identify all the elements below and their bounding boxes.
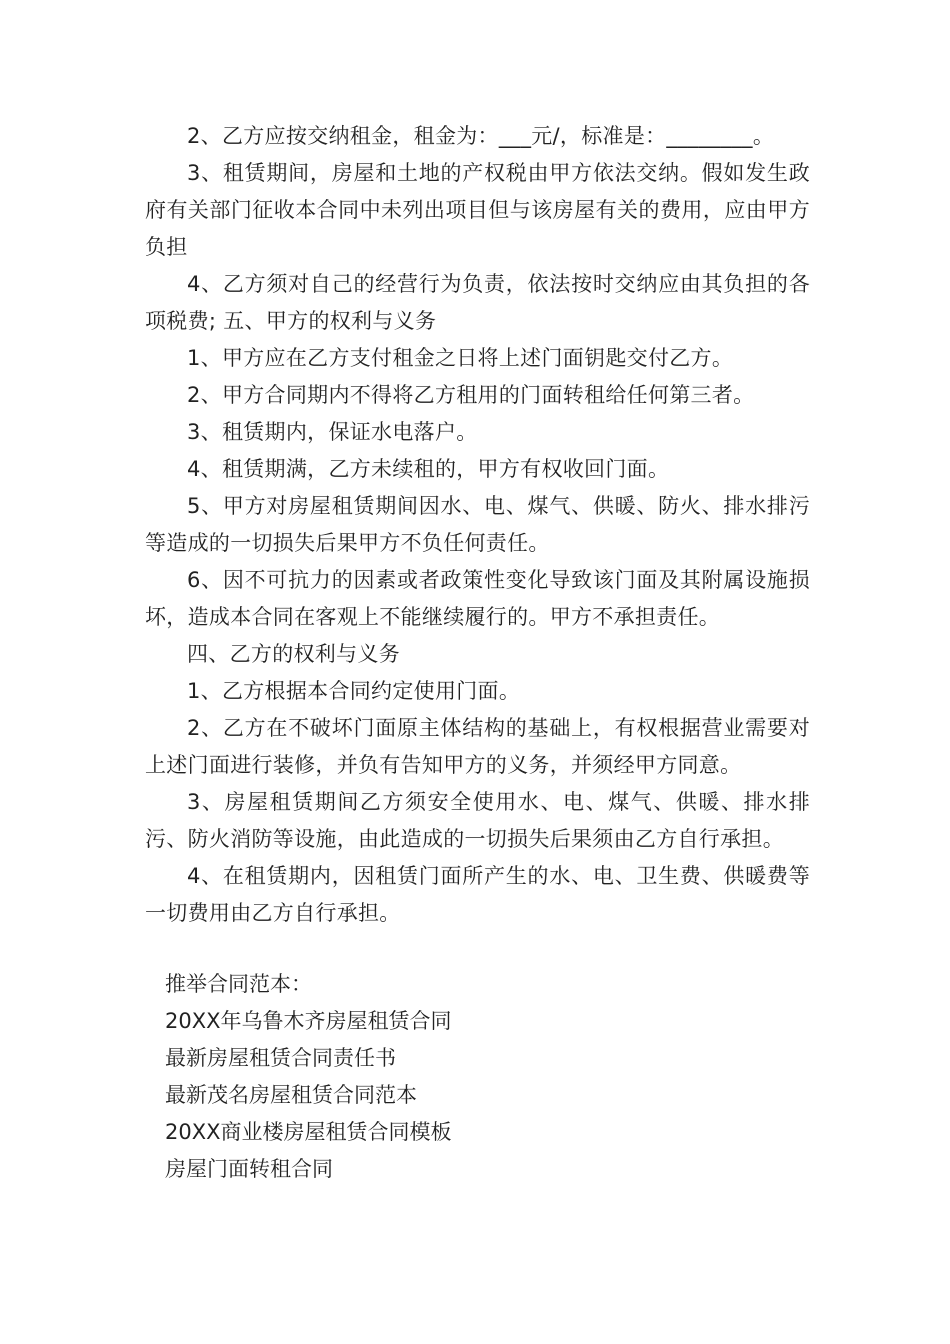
- clause-paragraph: 2、乙方应按交纳租金，租金为：___元/，标准是：________。: [187, 124, 775, 148]
- clause-paragraph: 6、因不可抗力的因素或者政策性变化导致该门面及其附属设施损坏，造成本合同在客观上不能继续履行的。甲方不承担责任。: [145, 568, 810, 629]
- clause-paragraph: 3、租赁期间，房屋和土地的产权税由甲方依法交纳。假如发生政府有关部门征收本合同中未列出项目但与该房屋有关的费用，应由甲方负担: [145, 161, 810, 259]
- clause-paragraph: 2、甲方合同期内不得将乙方租用的门面转租给任何第三者。: [187, 383, 755, 407]
- recommended-link[interactable]: 房屋门面转租合同: [165, 1157, 333, 1181]
- clause-paragraph: 2、乙方在不破坏门面原主体结构的基础上，有权根据营业需要对上述门面进行装修，并负有告知甲方的义务，并须经甲方同意。: [145, 716, 810, 777]
- recommended-templates: [165, 966, 452, 1188]
- clause-paragraph: 5、甲方对房屋租赁期间因水、电、煤气、供暖、防火、排水排污等造成的一切损失后果甲方不负任何责任。: [145, 494, 810, 555]
- contract-body: [145, 118, 810, 932]
- clause-paragraph: 4、乙方须对自己的经营行为负责，依法按时交纳应由其负担的各项税费; 五、甲方的权利与义务: [145, 272, 810, 333]
- recommended-link[interactable]: 20XX年乌鲁木齐房屋租赁合同: [165, 1009, 452, 1033]
- recommended-link[interactable]: 20XX商业楼房屋租赁合同模板: [165, 1120, 452, 1144]
- clause-paragraph: 4、在租赁期内，因租赁门面所产生的水、电、卫生费、供暖费等一切费用由乙方自行承担。: [145, 864, 810, 925]
- clause-paragraph: 4、租赁期满，乙方未续租的，甲方有权收回门面。: [187, 457, 670, 481]
- clause-paragraph: 3、房屋租赁期间乙方须安全使用水、电、煤气、供暖、排水排污、防火消防等设施，由此造成的一切损失后果须由乙方自行承担。: [145, 790, 810, 851]
- recommended-link[interactable]: 最新房屋租赁合同责任书: [165, 1046, 396, 1070]
- recommended-link[interactable]: 最新茂名房屋租赁合同范本: [165, 1083, 417, 1107]
- clause-paragraph: 3、租赁期内，保证水电落户。: [187, 420, 478, 444]
- section-heading: 四、乙方的权利与义务: [187, 642, 400, 666]
- clause-paragraph: 1、甲方应在乙方支付租金之日将上述门面钥匙交付乙方。: [187, 346, 734, 370]
- recommended-title: 推举合同范本：: [165, 972, 312, 996]
- clause-paragraph: 1、乙方根据本合同约定使用门面。: [187, 679, 521, 703]
